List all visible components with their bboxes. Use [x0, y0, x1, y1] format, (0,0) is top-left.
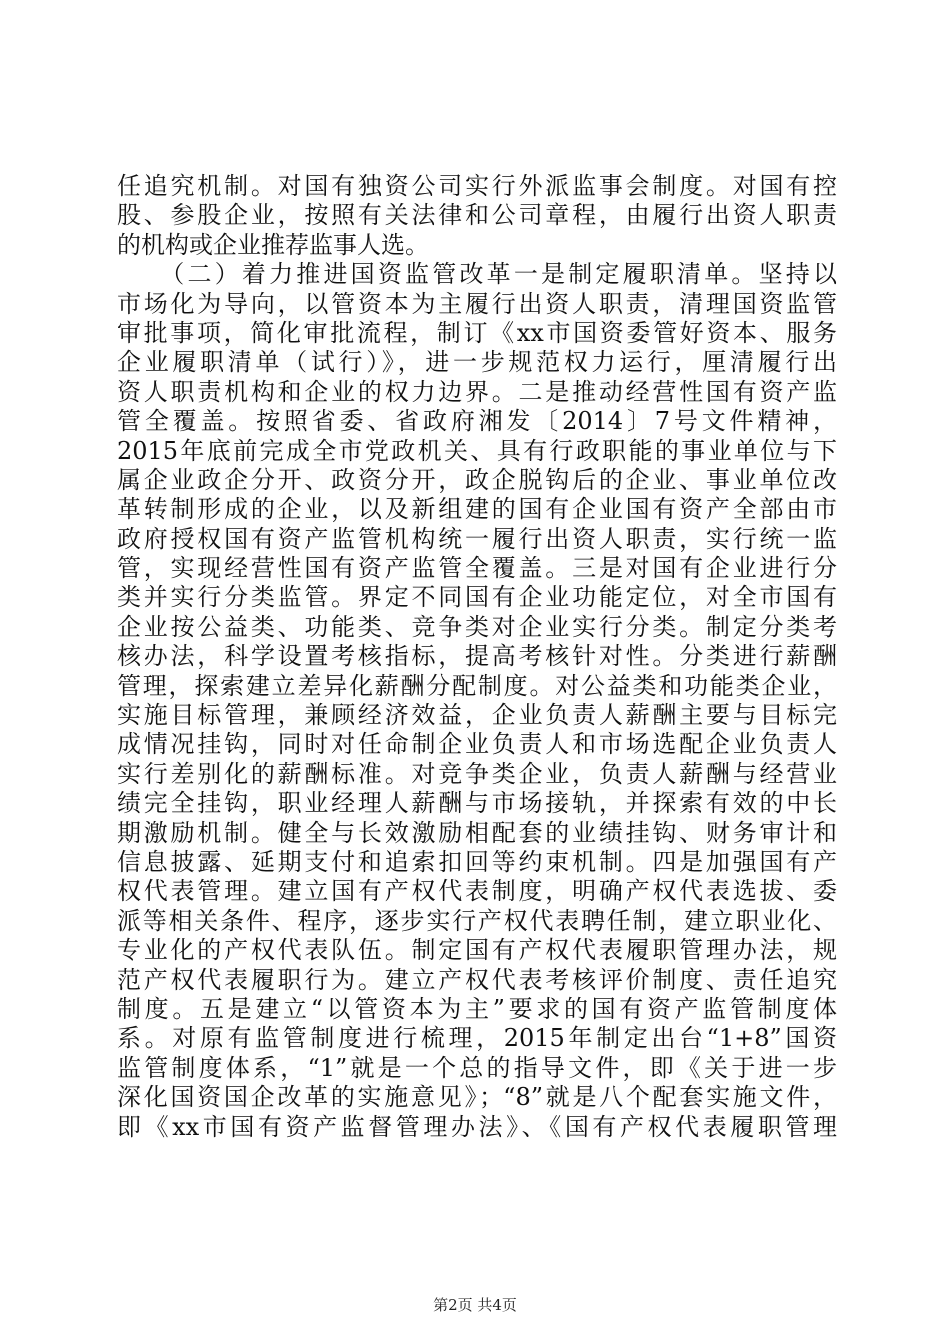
page-footer: 第2页 共4页 [433, 1296, 517, 1314]
text-line: 的机构或企业推荐监事人选。 [117, 230, 429, 259]
body-text [117, 172, 837, 1142]
text-line: 监管制度体系，“1”就是一个总的指导文件，即《关于进一步 [117, 1053, 837, 1082]
text-line: 任追究机制。对国有独资公司实行外派监事会制度。对国有控 [117, 172, 837, 200]
text-line: 信息披露、延期支付和追索扣回等约束机制。四是加强国有产 [117, 847, 837, 876]
text-line: 管全覆盖。按照省委、省政府湘发〔2014〕7号文件精神， [117, 407, 837, 436]
text-line: 派等相关条件、程序，逐步实行产权代表聘任制，建立职业化、 [117, 906, 837, 935]
text-line: 革转制形成的企业，以及新组建的国有企业国有资产全部由市 [117, 495, 837, 524]
text-line: 实行差别化的薪酬标准。对竞争类企业，负责人薪酬与经营业 [117, 759, 837, 788]
text-line: （二）着力推进国资监管改革一是制定履职清单。坚持以 [117, 260, 837, 289]
text-line: 深化国资国企改革的实施意见》；“8”就是八个配套实施文件， [117, 1083, 837, 1112]
text-line: 成情况挂钩，同时对任命制企业负责人和市场选配企业负责人 [117, 730, 837, 759]
text-line: 资人职责机构和企业的权力边界。二是推动经营性国有资产监 [117, 377, 837, 406]
text-line: 股、参股企业，按照有关法律和公司章程，由履行出资人职责 [117, 201, 837, 230]
text-line: 期激励机制。健全与长效激励相配套的业绩挂钩、财务审计和 [117, 818, 837, 847]
text-line: 政府授权国有资产监管机构统一履行出资人职责，实行统一监 [117, 524, 837, 553]
text-line: 企业按公益类、功能类、竞争类对企业实行分类。制定分类考 [117, 612, 837, 641]
text-line: 2015年底前完成全市党政机关、具有行政职能的事业单位与下 [117, 436, 837, 465]
text-line: 权代表管理。建立国有产权代表制度，明确产权代表选拔、委 [117, 877, 837, 906]
text-line: 管理，探索建立差异化薪酬分配制度。对公益类和功能类企业， [117, 671, 837, 700]
text-line: 制度。五是建立“以管资本为主”要求的国有资产监管制度体 [117, 994, 837, 1023]
text-line: 属企业政企分开、政资分开，政企脱钩后的企业、事业单位改 [117, 465, 837, 494]
text-line: 核办法，科学设置考核指标，提高考核针对性。分类进行薪酬 [117, 642, 837, 671]
text-line: 专业化的产权代表队伍。制定国有产权代表履职管理办法，规 [117, 936, 837, 965]
text-line: 即《xx市国有资产监督管理办法》、《国有产权代表履职管理 [117, 1112, 837, 1141]
text-line: 范产权代表履职行为。建立产权代表考核评价制度、责任追究 [117, 965, 837, 994]
text-line: 系。对原有监管制度进行梳理，2015年制定出台“1+8”国资 [117, 1024, 837, 1053]
text-line: 企业履职清单（试行）》，进一步规范权力运行，厘清履行出 [117, 348, 837, 377]
text-line: 类并实行分类监管。界定不同国有企业功能定位，对全市国有 [117, 583, 837, 612]
text-line: 审批事项，简化审批流程，制订《xx市国资委管好资本、服务 [117, 318, 837, 347]
text-line: 实施目标管理，兼顾经济效益，企业负责人薪酬主要与目标完 [117, 701, 837, 730]
text-line: 市场化为导向，以管资本为主履行出资人职责，清理国资监管 [117, 289, 837, 318]
text-line: 管，实现经营性国有资产监管全覆盖。三是对国有企业进行分 [117, 554, 837, 583]
text-line: 绩完全挂钩，职业经理人薪酬与市场接轨，并探索有效的中长 [117, 789, 837, 818]
